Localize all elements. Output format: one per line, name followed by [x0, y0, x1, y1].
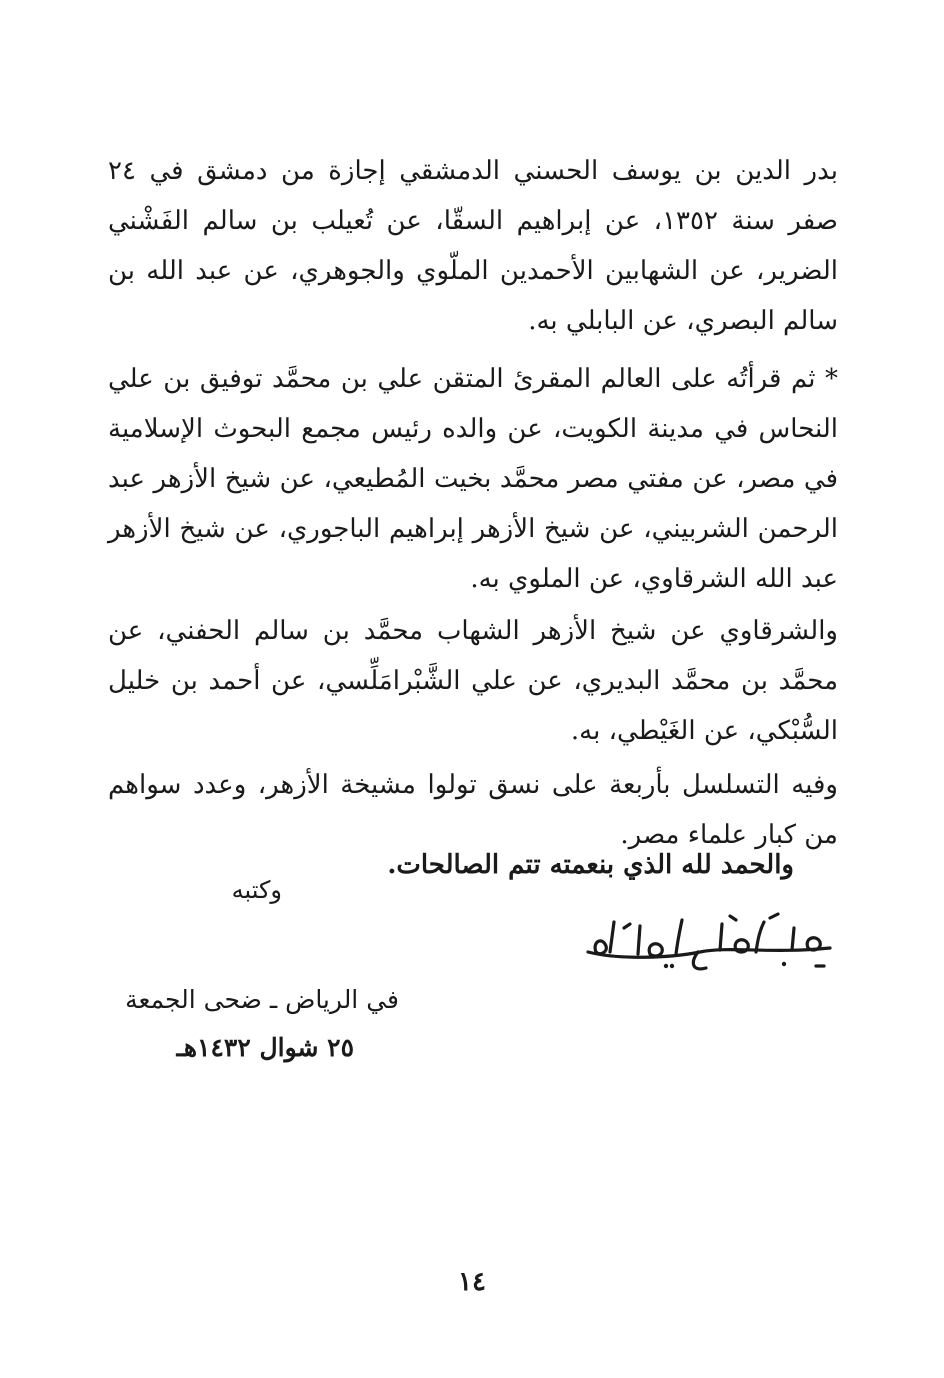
paragraph-1: بدر الدين بن يوسف الحسني الدمشقي إجازة من دمشق في ٢٤ صفر سنة ١٣٥٢، عن إبراهيم السقّا، عن تُعيلب بن سالم الفَشْني الضرير، عن الشهابين الأحمدين الملّوي والجوهري، عن عبد الله بن سالم البصري، عن البابلي به. — [108, 156, 838, 336]
paragraph-4: وفيه التسلسل بأربعة على نسق تولوا مشيخة الأزهر، وعدد سواهم من كبار علماء مصر. — [108, 770, 838, 850]
author-signature — [580, 908, 840, 978]
paragraph-3: والشرقاوي عن شيخ الأزهر الشهاب محمَّد بن سالم الحفني، عن محمَّد بن محمَّد البديري، عن علي الشَّبْرامَلِّسي، عن أحمد بن خليل السُّبْكي، عن الغَيْطي، به. — [108, 616, 838, 746]
signing-date: ٢٥ شوال ١٤٣٢هـ — [176, 1033, 354, 1062]
paragraph-2: * ثم قرأتُه على العالم المقرئ المتقن علي بن محمَّد توفيق بن علي النحاس في مدينة الكويت، عن والده رئيس مجمع البحوث الإسلامية في مصر، عن مفتي مصر محمَّد بخيت المُطيعي، عن شيخ الأزهر عبد الرحمن الشربيني، عن شيخ الأزهر إبراهيم الباجوري، عن شيخ الأزهر عبد الله الشرقاوي، عن الملوي به. — [108, 364, 838, 594]
closing-praise: والحمد لله الذي بنعمته تتم الصالحات. — [387, 850, 794, 880]
page-number: ١٤ — [458, 1267, 486, 1297]
signature-calligraphy-icon — [580, 908, 840, 978]
author-intro: وكتبه — [231, 876, 282, 904]
signing-place: في الرياض ـ ضحى الجمعة — [125, 985, 399, 1014]
